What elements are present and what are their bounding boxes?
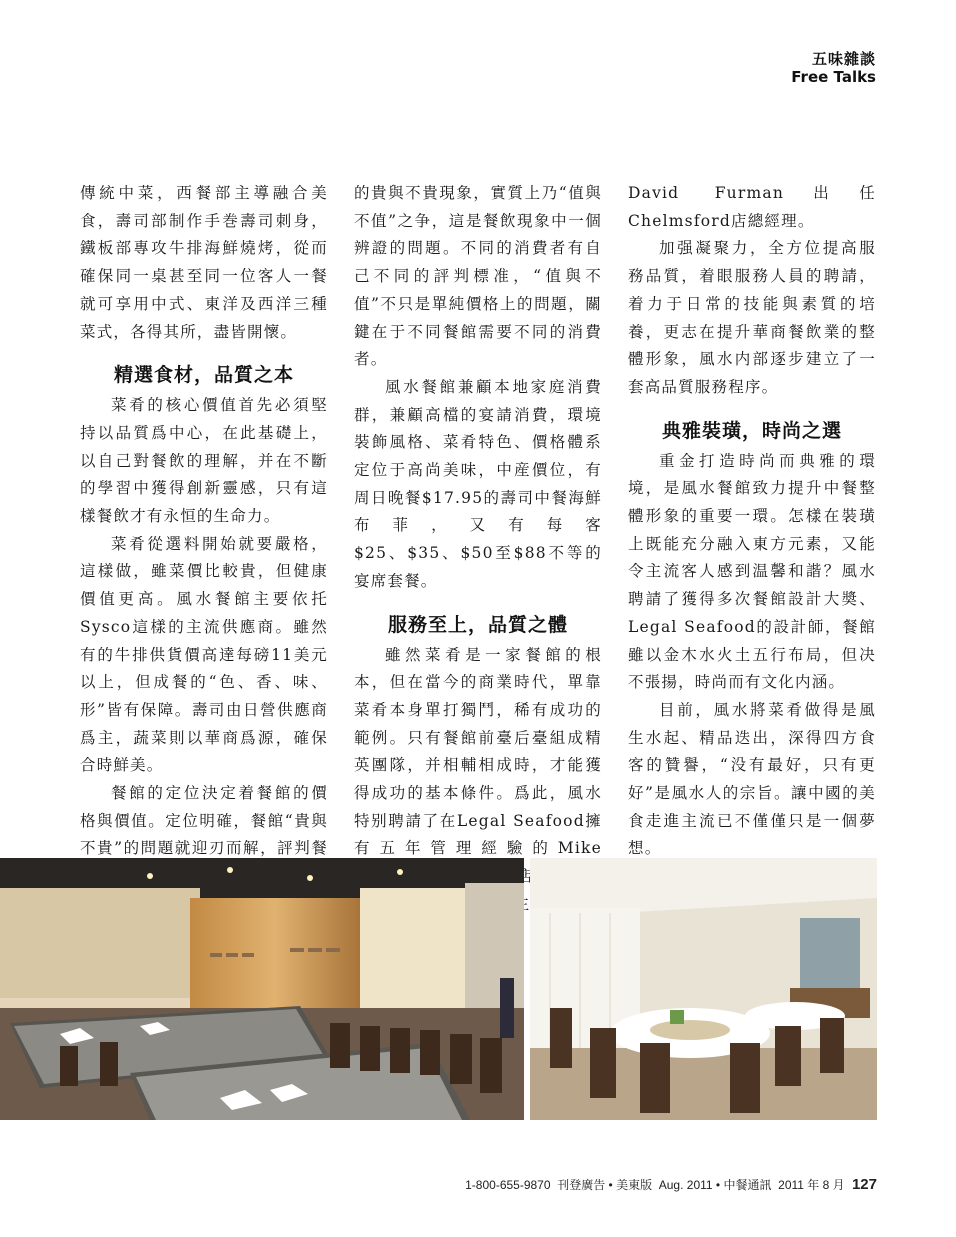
paragraph: 雖然菜肴是一家餐館的根本，但在當今的商業時代，單靠菜肴本身單打獨鬥，稀有成功的範例。只有餐館前臺后臺組成精英團隊，并相輔相成時，才能獲得成功的基本條件。爲此，風水特别聘請了在Legal Seafood擁有五年管理經驗的Mike — [354, 645, 602, 858]
page-number: 127 — [851, 1176, 877, 1193]
section-title-en: Free Talks — [791, 68, 876, 86]
footer-magazine: 中餐通訊 — [723, 1178, 772, 1192]
article-column-3 — [628, 180, 876, 893]
page-footer — [465, 1176, 877, 1193]
paragraph: 重金打造時尚而典雅的環境，是風水餐館致力提升中餐整體形象的重要一環。怎樣在裝璜上既能充分融入東方元素，又能令主流客人感到温馨和諧？風水聘請了獲得多次餐館設計大奬、Legal Seafood的設計師，餐館雖以金木水火土五行布局，但决不張揚，時尚而有文化内涵。 — [628, 451, 876, 692]
paragraph: 菜肴的核心價值首先必須堅持以品質爲中心，在此基礎上，以自己對餐飲的理解，并在不斷的學習中獲得創新靈感，只有這樣餐飲才有永恒的生命力。 — [80, 396, 328, 526]
subheading: 服務至上，品質之體 — [387, 613, 568, 636]
teppanyaki-dining-room-photo — [0, 858, 524, 1120]
subheading: 典雅裝璜，時尚之選 — [661, 419, 842, 442]
subheading: 精選食材，品質之本 — [113, 364, 294, 387]
paragraph: 菜肴從選料開始就要嚴格，這樣做，雖菜價比較貴，但健康價值更高。風水餐館主要依托Sysco這樣的主流供應商。雖然有的牛排供貨價高達每磅11美元以上，但成餐的“色、香、味、形”皆有保障。壽司由日營供應商爲主，蔬菜則以華商爲源，確保合時鮮美。 — [80, 534, 328, 775]
footer-date-zh: 2011 年 8 月 — [778, 1178, 845, 1192]
paragraph: David Furman出任Chelmsford店總經理。 — [628, 184, 876, 230]
footer-phone: 1-800-655-9870 — [465, 1178, 551, 1192]
article-column-2 — [354, 180, 602, 946]
footer-date-en: Aug. 2011 • — [658, 1178, 721, 1192]
footer-ad-text: 刊登廣告 • 美東版 — [557, 1178, 653, 1192]
paragraph: 餐館的定位決定着餐館的價格與價值。定位明確，餐館“貴與不貴”的問題就迎刃而解，評判餐 — [80, 784, 328, 858]
paragraph: 目前，風水將菜肴做得是風生水起、精品迭出，深得四方食客的贊譽，“没有最好，只有更好”是風水人的宗旨。讓中國的美食走進主流已不僅僅只是一個夢想。 — [628, 700, 876, 858]
paragraph: 風水餐館兼顧本地家庭消費群，兼顧高檔的宴請消費，環境裝飾風格、菜肴特色、價格體系定位于高尚美味，中産價位，有周日晚餐$17.95的壽司中餐海鮮布菲，又有每客$25、$35、$50至$88不等的宴席套餐。 — [354, 377, 602, 590]
paragraph: 傳統中菜，西餐部主導融合美食，壽司部制作手巻壽司刺身，鐵板部專攻牛排海鮮燒烤，從而確保同一桌甚至同一位客人一餐就可享用中式、東洋及西洋三種菜式，各得其所，盡皆開懷。 — [80, 184, 328, 341]
section-title-zh: 五味雜談 — [811, 50, 876, 68]
paragraph: 加强凝聚力，全方位提高服務品質，着眼服務人員的聘請，着力于日常的技能與素質的培養，更志在提升華商餐飲業的整體形象，風水内部逐步建立了一套高品質服務程序。 — [628, 239, 876, 396]
article-column-1 — [80, 180, 328, 891]
paragraph: 的貴與不貴現象，實質上乃“值與不值”之争，這是餐飲現象中一個辨證的問題。不同的消費者有自己不同的評判標准，“值與不值”不只是單純價格上的問題，關鍵在于不同餐館需要不同的消費者。 — [354, 184, 602, 369]
section-header — [791, 50, 876, 87]
banquet-room-photo — [530, 858, 877, 1120]
